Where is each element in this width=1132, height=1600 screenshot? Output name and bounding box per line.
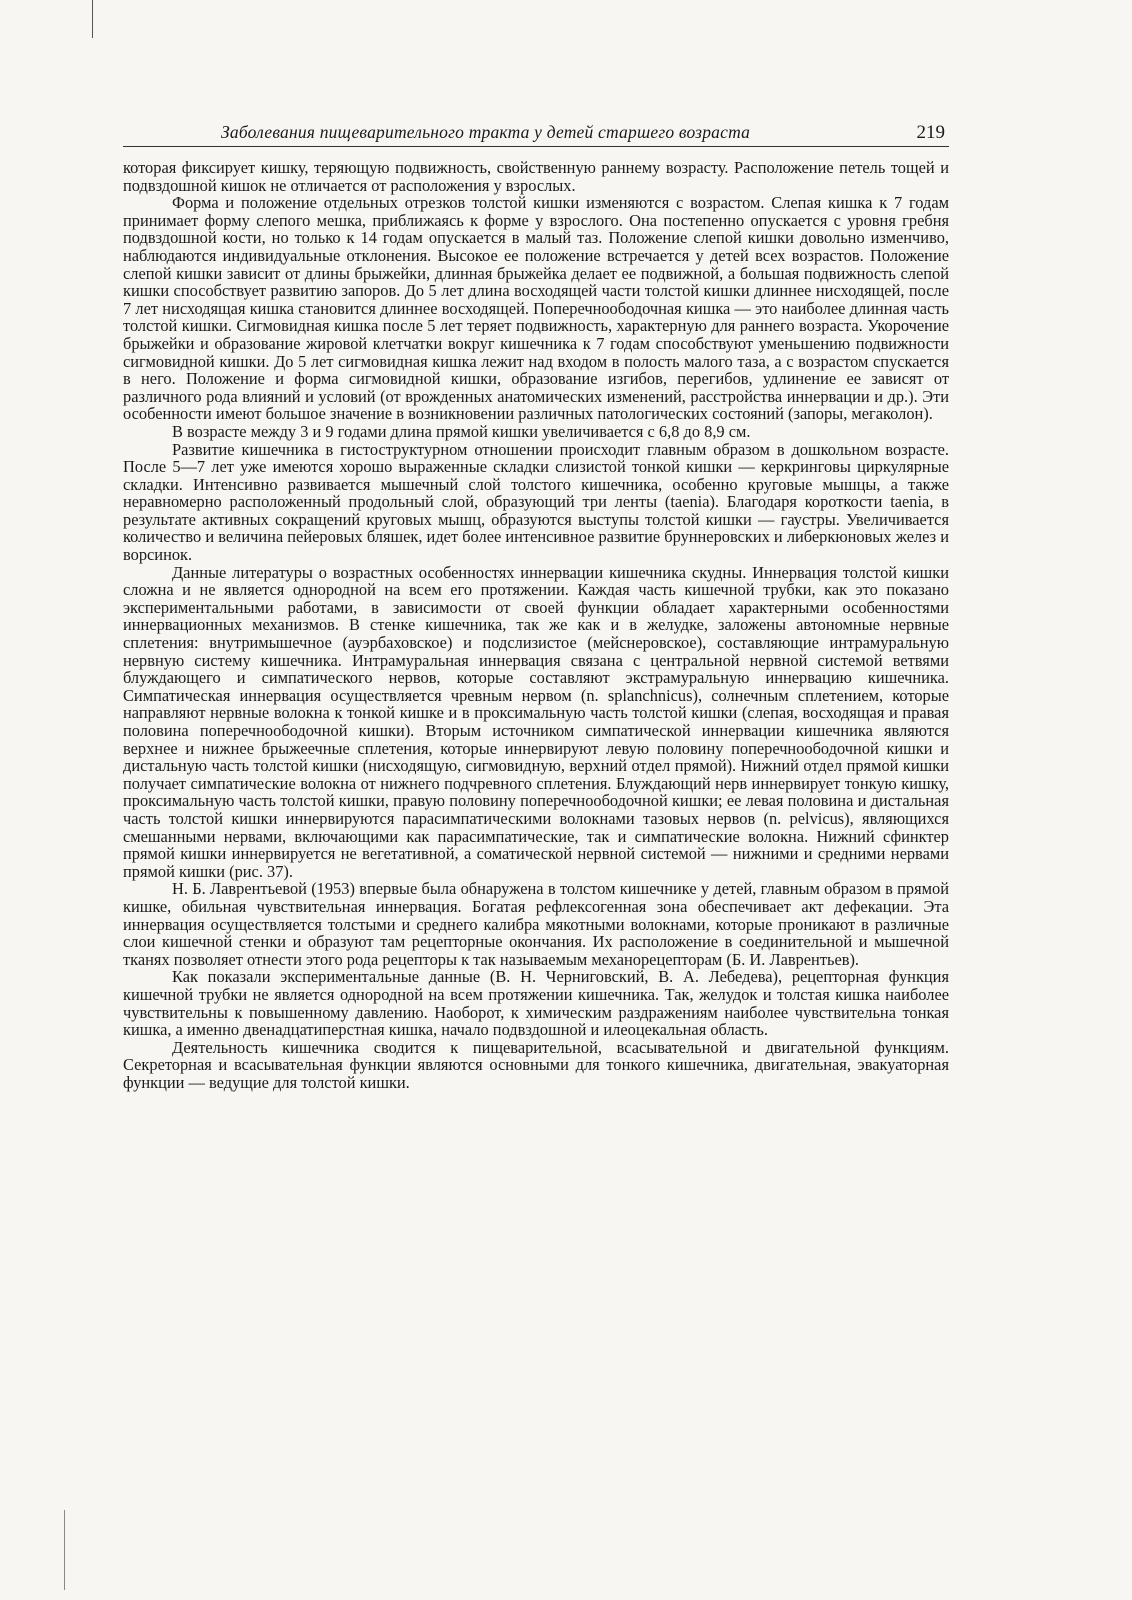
paragraph: В возрасте между 3 и 9 годами длина прямой кишки увеличивается с 6,8 до 8,9 см.: [172, 421, 751, 441]
scan-margin-mark-bottom: [64, 1510, 65, 1590]
paragraph: Как показали экспериментальные данные (В. Н. Черниговский, В. А. Лебедева), рецепторная функция кишечной трубки не является однородной на всем протяжении кишечника. Так, желудок и толстая кишка наиболее чувствительны к повышенному давлению. Наоборот, к химическим раздражениям наиболее чувствительна тонкая кишка, а именно двенадцатиперстная кишка, начало подвздошной и илеоцекальная область.: [123, 967, 949, 1040]
running-title: Заболевания пищеварительного тракта у детей старшего возраста: [221, 122, 751, 142]
paragraph: которая фиксирует кишку, теряющую подвижность, свойственную раннему возрасту. Расположение петель тощей и подвздошной кишок не отличается от расположения у взрослых.: [123, 158, 949, 195]
paragraph: Н. Б. Лаврентьевой (1953) впервые была обнаружена в толстом кишечнике у детей, главным образом в прямой кишке, обильная чувствительная иннервация. Богатая рефлексогенная зона обеспечивает акт дефекации. Эта иннервация осуществляется толстыми и среднего калибра мякотными волокнами, которые проникают в различные слои кишечной стенки и образуют там рецепторные окончания. Их расположение в соединительной и мышечной тканях позволяет отнести этого рода рецепторы к так называемым механорецепторам (Б. И. Лаврентьев).: [123, 879, 949, 969]
running-head: [123, 120, 949, 147]
body-text: [123, 159, 949, 1091]
page-number: 219: [916, 122, 945, 143]
paragraph: Данные литературы о возрастных особенностях иннервации кишечника скудны. Иннервация толстой кишки сложна и не является однородной на всем его протяжении. Каждая часть кишечной трубки, как это показано экспериментальными работами, в зависимости от своей функции обладает характерными особенностями иннервационных механизмов. В стенке кишечника, так же как и в желудке, заложены автономные нервные сплетения: внутримышечное (ауэрбаховское) и подслизистое (мейснеровское), составляющие интрамуральную нервную систему кишечника. Интрамуральная иннервация связана с центральной нервной системой ветвями блуждающего и симпатического нервов, которые составляют экстрамуральную иннервацию кишечника. Симпатическая иннервация осуществляется чревным нервом (n. splanchnicus), солнечным сплетением, которые направляют нервные волокна к тонкой кишке и в проксимальную часть толстой кишки (слепая, восходящая и правая половина поперечноободочной кишки). Вторым источником симпатической иннервации кишечника являются верхнее и нижнее брыжеечные сплетения, которые иннервируют левую половину поперечноободочной кишки и дистальную часть толстой кишки (нисходящую, сигмовидную, верхний отдел прямой). Нижний отдел прямой кишки получает симпатические волокна от нижнего подчревного сплетения. Блуждающий нерв иннервирует тонкую кишку, проксимальную часть толстой кишки, правую половину поперечноободочной кишки; ее левая половина и дистальная часть толстой кишки иннервируются парасимпатическими волокнами тазовых нервов (n. pelvicus), являющихся смешанными нервами, включающими как парасимпатические, так и симпатические волокна. Нижний сфинктер прямой кишки иннервируется не вегетативной, а соматической нервной системой — нижними и средними нервами прямой кишки (рис. 37).: [123, 562, 949, 881]
book-page: [123, 120, 949, 1091]
paragraph: Деятельность кишечника сводится к пищеварительной, всасывательной и двигательной функциям. Секреторная и всасывательная функции являются основными для тонкого кишечника, двигательная, эвакуаторная функции — ведущие для толстой кишки.: [123, 1037, 949, 1092]
paragraph: Форма и положение отдельных отрезков толстой кишки изменяются с возрастом. Слепая кишка к 7 годам принимает форму слепого мешка, приближаясь к форме у взрослого. Она постепенно опускается с уровня гребня подвздошной кости, но только к 14 годам опускается в малый таз. Положение слепой кишки довольно изменчиво, наблюдаются индивидуальные отклонения. Высокое ее положение встречается у детей всех возрастов. Положение слепой кишки зависит от длины брыжейки, длинная брыжейка делает ее подвижной, а большая подвижность слепой кишки способствует развитию запоров. До 5 лет длина восходящей части толстой кишки длиннее нисходящей, после 7 лет нисходящая кишка становится длиннее восходящей. Поперечноободочная кишка — это наиболее длинная часть толстой кишки. Сигмовидная кишка после 5 лет теряет подвижность, характерную для раннего возраста. Укорочение брыжейки и образование жировой клетчатки вокруг кишечника к 7 годам способствуют уменьшению подвижности сигмовидной кишки. До 5 лет сигмовидная кишка лежит над входом в полость малого таза, а с возрастом спускается в него. Положение и форма сигмовидной кишки, образование изгибов, перегибов, удлинение ее зависят от различного рода влияний и условий (от врожденных анатомических изменений, расстройства иннервации и др.). Эти особенности имеют большое значение в возникновении различных патологических состояний (запоры, мегаколон).: [123, 193, 949, 424]
scan-margin-mark-top: [92, 0, 93, 38]
paragraph: Развитие кишечника в гистоструктурном отношении происходит главным образом в дошкольном возрасте. После 5—7 лет уже имеются хорошо выраженные складки слизистой тонкой кишки — керкринговы циркулярные складки. Интенсивно развивается мышечный слой толстого кишечника, особенно круговые мышцы, а также неравномерно расположенный продольный слой, образующий три ленты (taenia). Благодаря короткости taenia, в результате активных сокращений круговых мышц, образуются выступы толстой кишки — гаустры. Увеличивается количество и величина пейеровых бляшек, идет более интенсивное развитие бруннеровских и либеркюновых желез и ворсинок.: [123, 439, 949, 565]
